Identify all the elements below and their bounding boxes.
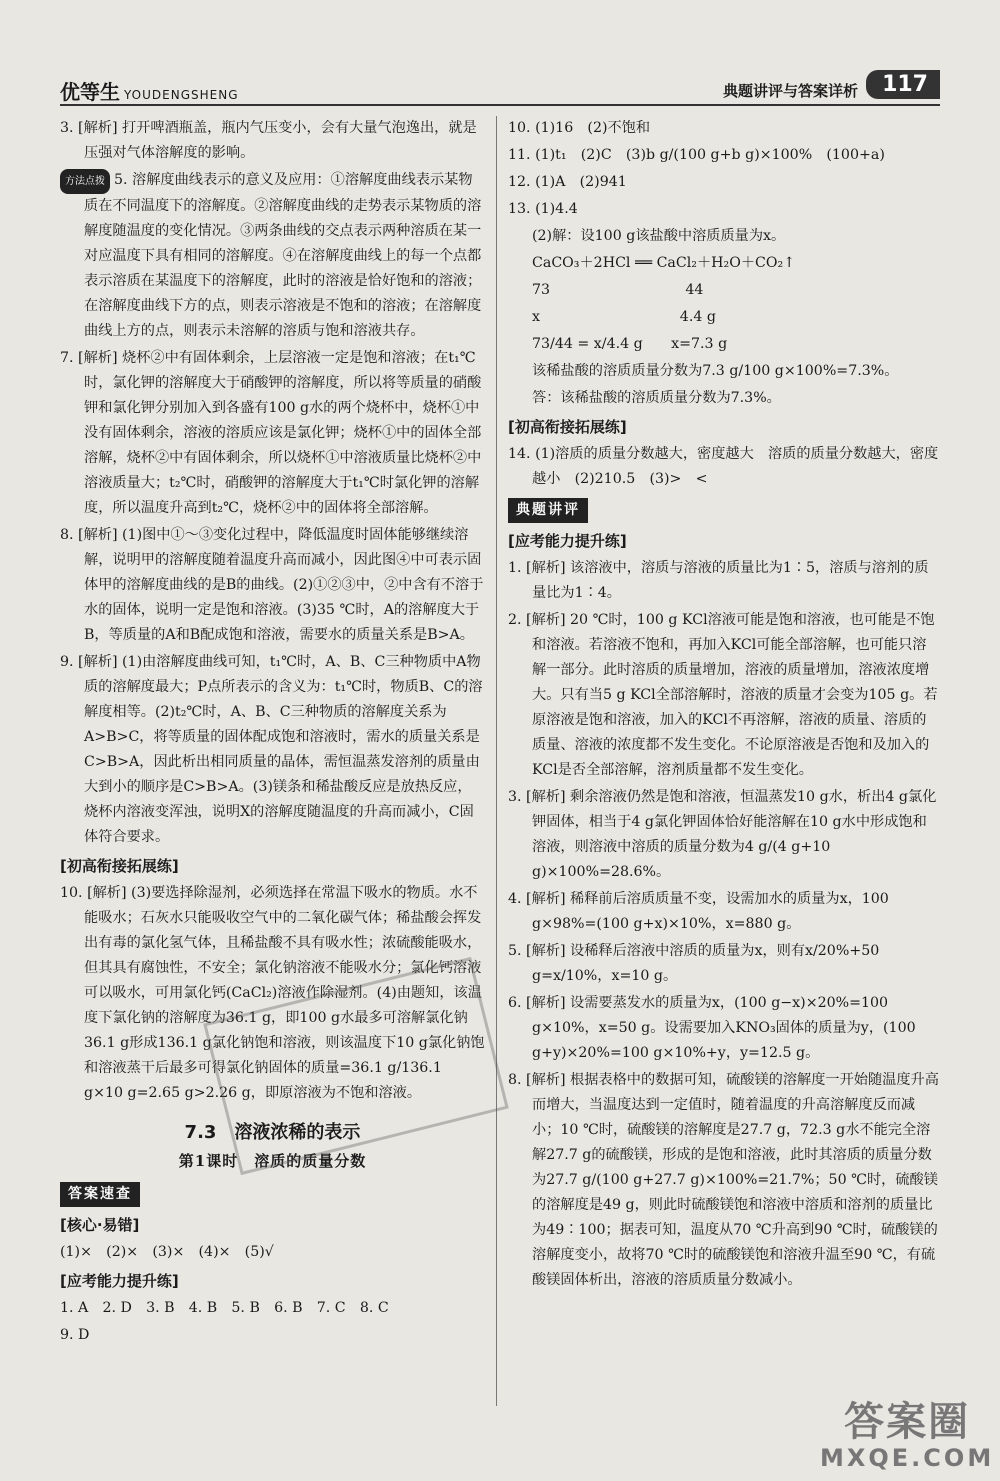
brand-logo xyxy=(60,76,239,105)
equation-molar-masses: 73 44 xyxy=(532,282,704,298)
watermark-url: MXQE.COM xyxy=(820,1444,995,1472)
answer-r13-part1: 13. (1)4.4 xyxy=(508,201,578,217)
answer-7: 7. [解析] 烧杯②中有固体剩余，上层溶液一定是饱和溶液；在t₁℃时，氯化钾的溶解度大于硝酸钾的溶解度，所以将等质量的硝酸钾和氯化钾分别加入到各盛有100 g水的两个烧杯中，烧杯①中没有固体剩余，溶液的溶质应该是氯化钾；烧杯①中的固体全部溶解，烧杯②中有固体剩余，所以烧杯①中溶液质量比烧杯②中溶液质量大；t₂℃时，硝酸钾的溶解度大于t₁℃时氯化钾的溶解度，所以温度升高到t₂℃，烧杯②中的固体将全部溶解。 xyxy=(60,350,482,516)
explanation-1: 1. [解析] 该溶液中，溶质与溶液的质量比为1∶5，溶质与溶剂的质量比为1∶4。 xyxy=(508,560,929,601)
column-divider xyxy=(496,116,497,1406)
page-header xyxy=(60,72,940,106)
section-heading-ability-right: [应考能力提升练] xyxy=(508,532,627,550)
answer-8: 8. [解析] (1)图中①～③变化过程中，降低温度时固体能够继续溶解，说明甲的溶解度随着温度升高而减小，因此图④中可表示固体甲的溶解度曲线的是B的曲线。(2)①②③中，②中含有不溶于水的固体，说明一定是饱和溶液。(3)35 ℃时，A的溶解度大于B，等质量的A和B配成饱和溶液，需要水的质量关系是B>A。 xyxy=(60,527,484,643)
core-answers: (1)× (2)× (3)× (4)× (5)√ xyxy=(60,1244,274,1260)
answer-r13-conclusion: 答：该稀盐酸的溶质质量分数为7.3%。 xyxy=(532,390,781,406)
explanation-5: 5. [解析] 设稀释后溶液中溶质的质量为x，则有x/20%+50 g=x/10%，x=10 g。 xyxy=(508,943,880,984)
answer-3: 3. [解析] 打开啤酒瓶盖，瓶内气压变小，会有大量气泡逸出，就是压强对气体溶解度的影响。 xyxy=(60,120,477,161)
watermark-logo-text: 答案圈 xyxy=(844,1399,971,1445)
explanation-6: 6. [解析] 设需要蒸发水的质量为x，(100 g−x)×20%=100 g×10%，x=50 g。设需要加入KNO₃固体的质量为y，(100 g+y)×20%=100 g×10%+y，y=12.5 g。 xyxy=(508,995,916,1061)
explanation-badge: 典题讲评 xyxy=(508,498,588,523)
explanation-3: 3. [解析] 剩余溶液仍然是饱和溶液，恒温蒸发10 g水，析出4 g氯化钾固体，相当于4 g氯化钾固体恰好能溶解在10 g水中形成饱和溶液，则溶液中溶质的质量分数为4 g/(4 g+10 g)×100%=28.6%。 xyxy=(508,789,937,880)
section-heading-ability: [应考能力提升练] xyxy=(60,1272,179,1290)
method-tip-badge: 方法点拨 xyxy=(60,169,110,194)
page-number: 117 xyxy=(866,70,940,99)
answer-r14: 14. (1)溶质的质量分数越大，密度越大 溶质的质量分数越大，密度越小 (2)210.5 (3)> < xyxy=(508,446,939,487)
mc-answers-line-2: 9. D xyxy=(60,1327,90,1343)
right-column xyxy=(508,116,940,1295)
chemical-equation: CaCO₃＋2HCl ══ CaCl₂＋H₂O＋CO₂↑ xyxy=(532,255,796,271)
answer-10: 10. [解析] (3)要选择除湿剂，必须选择在常温下吸水的物质。水不能吸水；石灰水只能吸收空气中的二氧化碳气体；稀盐酸会挥发出有毒的氯化氢气体，且稀盐酸不具有吸水性；浓硫酸能吸水，但其具有腐蚀性，不安全；氯化钠溶液不能吸水分；氯化钙溶液可以吸水，可用氯化钙(CaCl₂)溶液作除湿剂。(4)由题知，该温度下氯化钠的溶解度为36.1 g，即100 g水最多可溶解氯化钠36.1 g形成136.1 g氯化钠饱和溶液，则该温度下10 g氯化钠饱和溶液蒸干后最多可得氯化钠固体的质量=36.1 g/136.1 g×10 g=2.65 g>2.26 g，即原溶液为不饱和溶液。 xyxy=(60,885,485,1101)
quick-answers-badge: 答案速查 xyxy=(60,1182,140,1207)
explanation-2: 2. [解析] 20 ℃时，100 g KCl溶液可能是饱和溶液，也可能是不饱和溶液。若溶液不饱和，再加入KCl可能全部溶解，也可能只溶解一部分。此时溶质的质量增加，溶液的质量增加，溶液浓度增大。只有当5 g KCl全部溶解时，溶液的质量才会变为105 g。若原溶液是饱和溶液，加入的KCl不再溶解，溶液的质量、溶质的质量、溶液的浓度都不发生变化。不论原溶液是否饱和及加入的KCl是否全部溶解，溶剂质量都不发生变化。 xyxy=(508,612,938,778)
section-heading-core: [核心·易错] xyxy=(60,1216,140,1234)
answer-r11: 11. (1)t₁ (2)C (3)b g/(100 g+b g)×100% (100+a) xyxy=(508,147,885,163)
brand-subtitle: YOUDENGSHENG xyxy=(124,88,239,102)
explanation-8: 8. [解析] 根据表格中的数据可知，硫酸镁的溶解度一开始随温度升高而增大，当温度达到一定值时，随着温度的升高溶解度反而减小；10 ℃时，硫酸镁的溶解度是27.7 g，72.3 g水不能完全溶解27.7 g的硫酸镁，形成的是饱和溶液，此时其溶质的质量分数为27.7 g/(100 g+27.7 g)×100%=21.7%；50 ℃时，硫酸镁的溶解度是49 g，则此时硫酸镁饱和溶液中溶质和溶剂的质量比为49∶100；据表可知，温度从70 ℃升高到90 ℃时，硫酸镁的溶解度变小，故将70 ℃时的硫酸镁饱和溶液升温至90 ℃，有硫酸镁固体析出，溶液的溶质质量分数减小。 xyxy=(508,1072,939,1288)
equation-unknowns: x 4.4 g xyxy=(532,309,716,325)
chapter-title: 7.3 溶液浓稀的表示 xyxy=(184,1122,361,1143)
mc-answers-line-1: 1. A 2. D 3. B 4. B 5. B 6. B 7. C 8. C xyxy=(60,1300,389,1316)
site-watermark xyxy=(820,1400,994,1472)
section-heading-extension-right: [初高衔接拓展练] xyxy=(508,418,627,436)
answer-5 xyxy=(60,168,485,344)
answer-r10: 10. (1)16 (2)不饱和 xyxy=(508,120,651,136)
equation-proportion: 73/44 = x/4.4 g x=7.3 g xyxy=(532,336,728,352)
explanation-4: 4. [解析] 稀释前后溶质质量不变，设需加水的质量为x，100 g×98%=(100 g+x)×10%，x=880 g。 xyxy=(508,891,889,932)
answer-r12: 12. (1)A (2)941 xyxy=(508,174,627,190)
answer-r13-setup: (2)解：设100 g该盐酸中溶质质量为x。 xyxy=(532,228,786,244)
answer-r13-result: 该稀盐酸的溶质质量分数为7.3 g/100 g×100%=7.3%。 xyxy=(532,363,899,379)
lesson-title: 第1课时 溶质的质量分数 xyxy=(178,1152,367,1170)
running-title: 典题讲评与答案详析 xyxy=(722,82,858,100)
answer-9: 9. [解析] (1)由溶解度曲线可知，t₁℃时，A、B、C三种物质中A物质的溶解度最大；P点所表示的含义为：t₁℃时，物质B、C的溶解度相等。(2)t₂℃时，A、B、C三种物质的溶解度关系为A>B>C，将等质量的固体配成饱和溶液时，需水的质量关系是C>B>A，因此析出相同质量的晶体，需恒温蒸发溶剂的质量由大到小的顺序是C>B>A。(3)镁条和稀盐酸反应是放热反应，烧杯内溶液变浑浊，说明X的溶解度随温度的升高而减小，C固体符合要求。 xyxy=(60,654,483,845)
brand-name: 优等生 xyxy=(60,80,120,104)
answer-5-text: 5. 溶解度曲线表示的意义及应用：①溶解度曲线表示某物质在不同温度下的溶解度。②溶解度曲线的走势表示某物质的溶解度随温度的变化情况。③两条曲线的交点表示两种溶质在某一对应温度下具有相同的溶解度。④在溶解度曲线上的每一个点都表示溶质在某温度下的溶解度，此时的溶液是恰好饱和的溶液；在溶解度曲线下方的点，则表示溶液是不饱和的溶液；在溶解度曲线上方的点，则表示未溶解的溶质与饱和溶液共存。 xyxy=(84,172,482,339)
section-heading-extension: [初高衔接拓展练] xyxy=(60,857,179,875)
